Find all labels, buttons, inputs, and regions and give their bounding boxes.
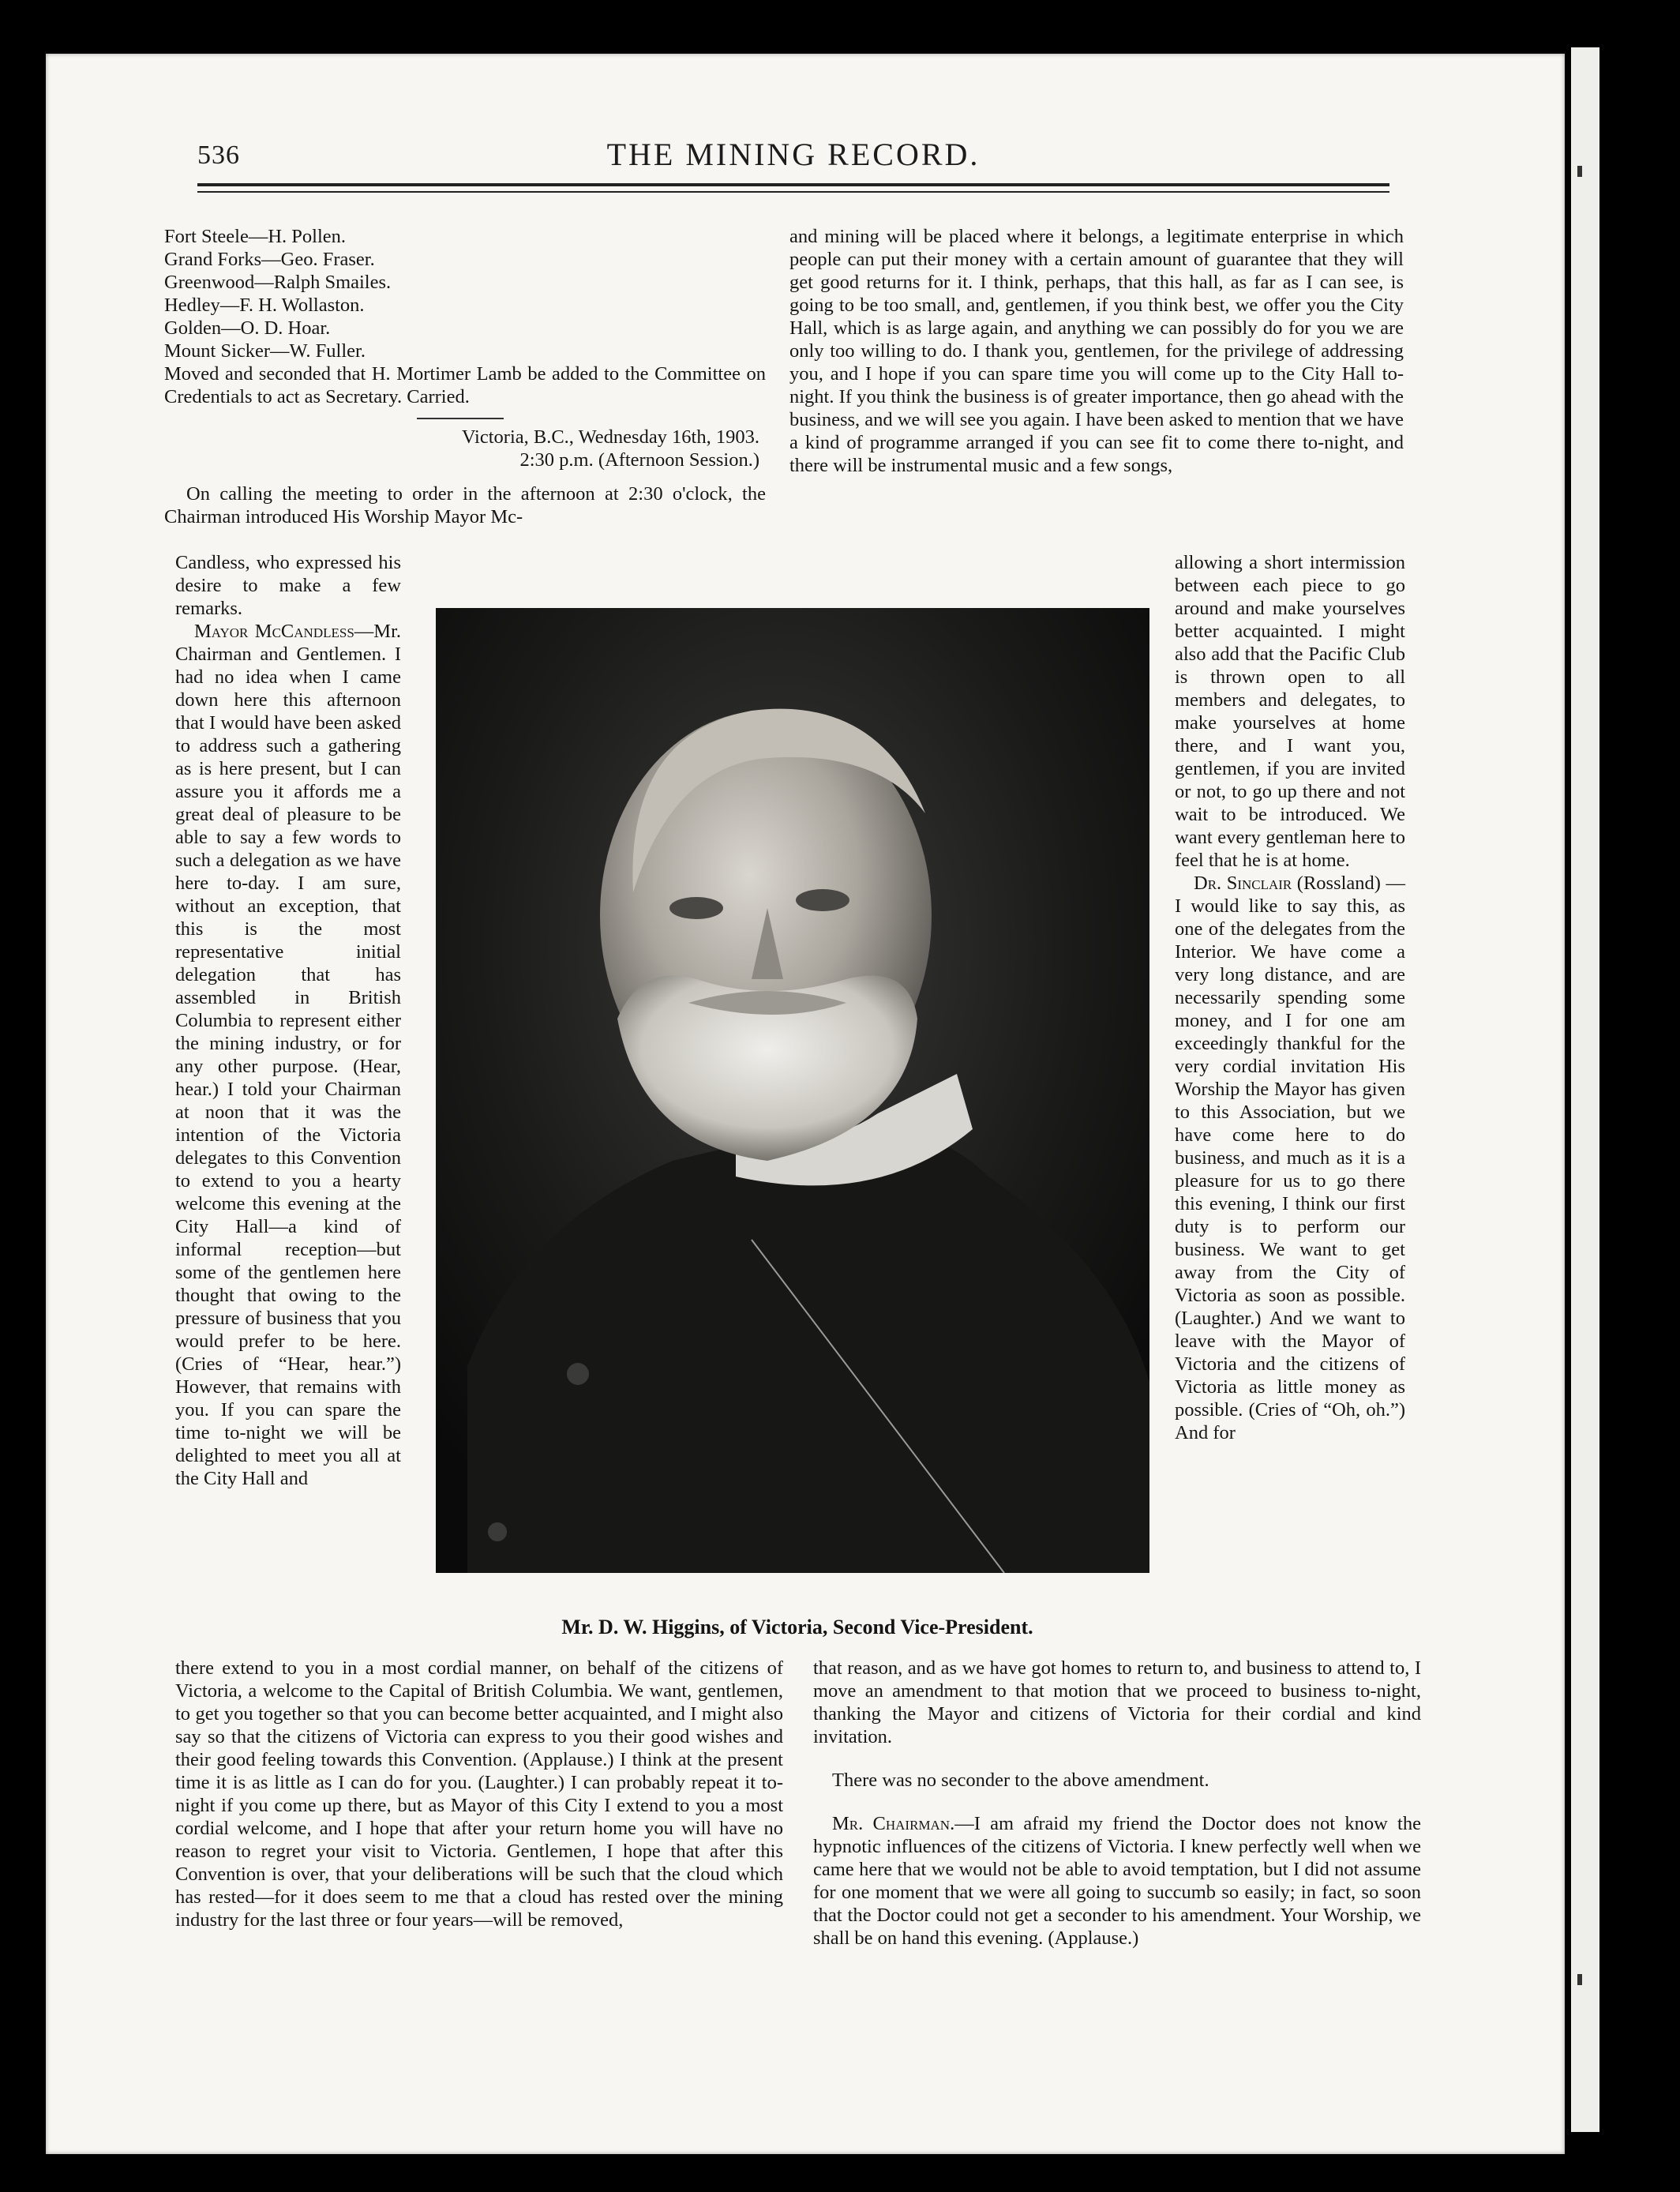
speech-text: —Mr. Chairman and Gentlemen. I had no idea when I came down here this afternoon that I would have been asked to address such a gathering as is here present, but I can assure you it affords me a great deal of pleasure to be able to say a few words to such a delegation as we have here to-day. I am sure, without an exception, that this is the most representative initial delegation that has assembled in British Columbia to represent either the mining industry, or for any other purpose. (Hear, hear.) I told your Chairman at noon that it was the intention of the Victoria delegates to this Convention to extend to you a hearty welcome this evening at the City Hall—a kind of informal reception—but some of the gentlemen here thought that owing to the pressure of business that you would prefer to be here. (Cries of “Hear, hear.”) However, that remains with you. If you can spare the time to-night we will be delighted to meet you all at the City Hall and [175,621,401,1489]
delegate-entry: Hedley—F. H. Wollaston. [164,295,365,316]
margin-mark [1577,166,1582,177]
portrait-photo [436,608,1149,1573]
right-column-bottom [813,1657,1421,1950]
intro-paragraph: On calling the meeting to order in the afternoon at 2:30 o'clock, the Chairman introduced His Worship Mayor Mc- [164,483,766,527]
dateline-session: 2:30 p.m. (Afternoon Session.) [519,449,759,471]
margin-mark [1577,1974,1582,1985]
delegate-entry: Mount Sicker—W. Fuller. [164,340,366,362]
no-seconder-note: There was no seconder to the above amendment. [832,1770,1209,1791]
speech-continuation: there extend to you in a most cordial manner, on behalf of the citizens of Victoria, a welcome to the Capital of British Columbia. We want, gentlemen, to get you together so that you can become better acquainted, and I might also say so that the citizens of Victoria can express to you their good wishes and their good feeling towards this Convention. (Applause.) I think at the present time it is as little as I can do for you. (Laughter.) I can probably repeat it to-night if you come up there, but as Mayor of this City I extend to you a most cordial welcome, and I hope that after your return home you will have no reason to regret your visit to Victoria. Gentlemen, I hope that after this Convention is over, that your deliberations will be such that the cloud which has rested—for it does seem to me that a cloud has rested over the mining industry for the last three or four years—will be removed, [175,1657,783,1931]
delegate-entry: Golden—O. D. Hoar. [164,317,331,339]
speech-text: (Rossland) — I would like to say this, as one of the delegates from the Interior. We have come a very long distance, and are necessarily spending some money, and I for one am exceedingly thankful for the very cordial invitation His Worship the Mayor has given to this Association, but we have come here to do business, and much as it is a pleasure for us to go there this evening, I think our first duty is to perform our business. We want to get away from the City of Victoria as soon as possible. (Laughter.) And we want to leave with the Mayor of Victoria and the citizens of Victoria as little money as possible. (Cries of “Oh, oh.”) And for [1175,873,1405,1443]
speech-continuation: and mining will be placed where it belongs, a legitimate enterprise in which people can put their money with a certain amount of guarantee that they will get good returns for it. I think, perhaps, that this hall, as far as I can see, is going to be too small, and, gentlemen, if you think best, we offer you the City Hall, which is as large again, and anything we can possibly do for you we are only too willing to do. I thank you, gentlemen, for the privilege of addressing you, and I hope if you can spare time you will come up to the City Hall to-night. If you think the business is of greater importance, then go ahead with the business, and we will see you again. I have been asked to mention that we have a kind of programme arranged if you can see fit to come there to-night, and there will be instrumental music and a few songs, [789,226,1404,476]
section-rule [417,418,504,419]
speaker-name: Mr. Chairman [832,1813,951,1834]
speaker-name: Mayor McCandless [194,621,354,642]
delegate-entry: Grand Forks—Geo. Fraser. [164,249,375,270]
dateline-date: Victoria, B.C., Wednesday 16th, 1903. [461,426,759,448]
header-rule [197,191,1389,193]
adjacent-page-edge [1571,47,1599,2132]
motion-paragraph: Moved and seconded that H. Mortimer Lamb be added to the Committee on Credentials to act as Secretary. Carried. [164,363,766,407]
journal-title: THE MINING RECORD. [606,137,981,172]
page-number: 536 [197,141,240,170]
speech-continuation: that reason, and as we have got homes to return to, and business to attend to, I move an amendment to that motion that we proceed to business to-night, thanking the Mayor and citizens of Victoria for their cordial and kind invitation. [813,1657,1421,1747]
speaker-name: Dr. Sinclair [1194,873,1292,894]
header-rule [197,183,1389,186]
delegate-entry: Greenwood—Ralph Smailes. [164,272,392,293]
intro-continuation: Candless, who expressed his desire to make a few remarks. [175,552,401,619]
right-column-top [789,225,1404,477]
left-column-bottom [175,1657,783,1931]
right-wrap-column [1175,551,1405,1444]
portrait-caption: Mr. D. W. Higgins, of Victoria, Second Vice-President. [561,1616,1033,1638]
delegate-entry: Fort Steele—H. Pollen. [164,226,347,247]
speech-continuation: allowing a short intermission between each piece to go around and make yourselves better acquainted. I might also add that the Pacific Club is thrown open to all members and delegates, to make yourselves at home there, and I want you, gentlemen, if you are invited or not, to go up there and not wait to be introduced. We want every gentleman here to feel that he is at home. [1175,552,1405,871]
portrait-image [436,608,1149,1573]
speech-text: .—I am afraid my friend the Doctor does not know the hypnotic influences of the citizens of Victoria. I knew perfectly well when we came here that we would not be able to avoid temptation, but I did not assume for one moment that we were all going to succumb so easily; in fact, so soon that the Doctor could not get a seconder to his amendment. Your Worship, we shall be on hand this evening. (Applause.) [813,1813,1421,1949]
left-wrap-column [175,551,401,1490]
delegate-list [164,225,766,362]
left-column-top [164,225,766,528]
running-head [197,136,1389,175]
